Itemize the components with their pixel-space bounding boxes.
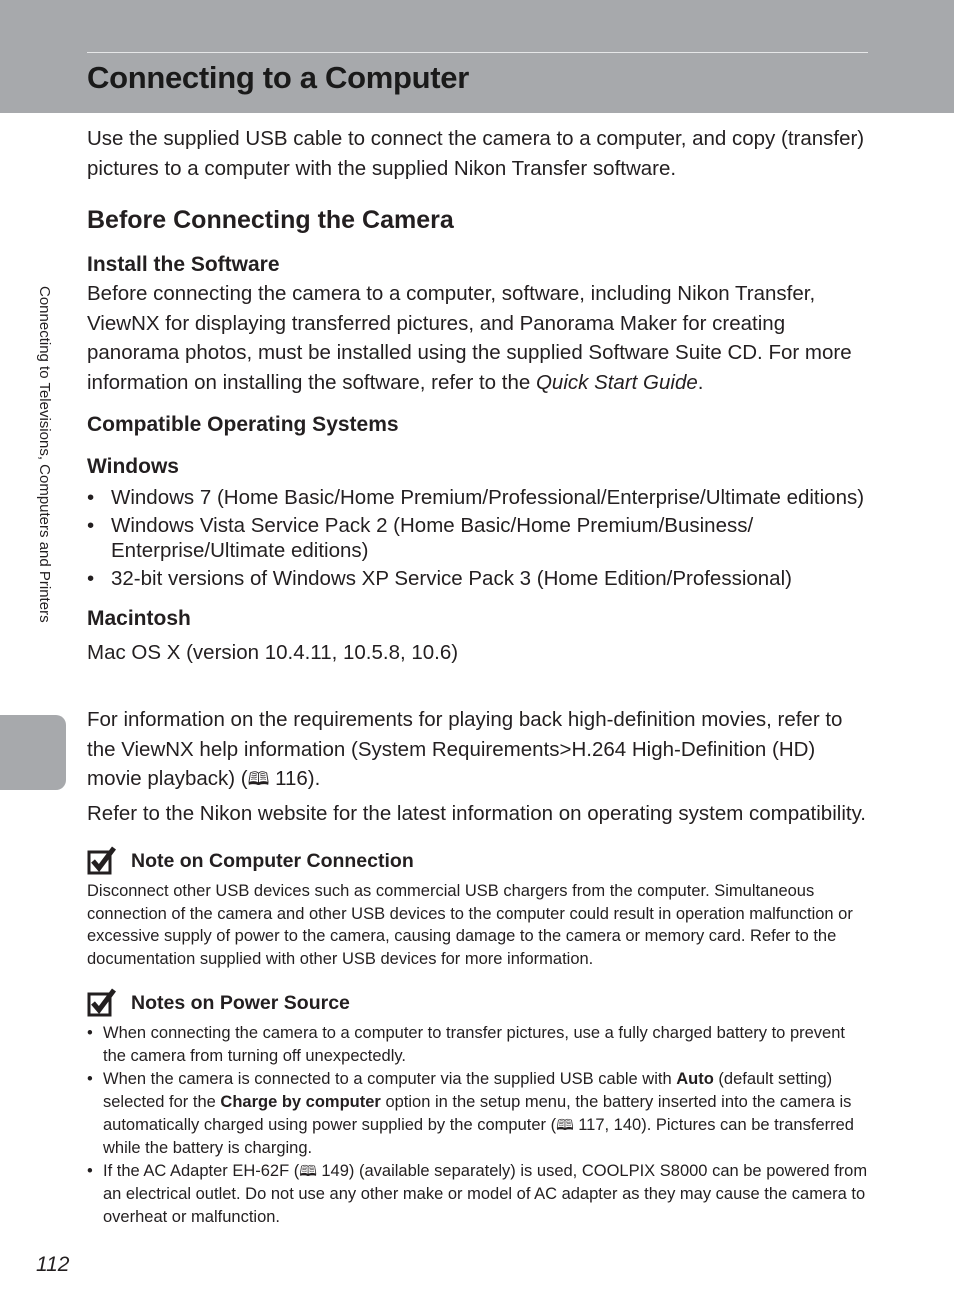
list-item-text: If the AC Adapter EH-62F ( xyxy=(103,1162,300,1181)
chapter-tab xyxy=(0,715,66,790)
list-item xyxy=(87,1160,868,1228)
page-number: 112 xyxy=(36,1253,70,1276)
bullet: • xyxy=(87,514,95,537)
list-item-text: When the camera is connected to a computer via the supplied USB cable with xyxy=(103,1070,677,1089)
book-icon: 🕮 xyxy=(247,769,270,790)
list-item xyxy=(87,485,868,510)
chapter-side-label: Connecting to Televisions, Computers and Printers xyxy=(36,286,53,623)
hd-text: For information on the requirements for playing back high-definition movies, refer to the ViewNX help information (System Requirements>H.264 High-Definition (HD) movie playback) ( xyxy=(87,708,843,790)
note-connection-text: Disconnect other USB devices such as commercial USB chargers from the computer. Simultaneous connection of the camera and other USB devices to the computer could result in operation malfunction or excessive supply of power to the camera, causing damage to the camera or memory card. Refer to the documentation supplied with other USB devices for more information. xyxy=(87,882,853,968)
install-heading: Install the Software xyxy=(87,253,280,276)
list-item-text: 149) (available separately) is used, COOLPIX S8000 can be powered from an electrical outlet. Do not use any other make or model of AC adapter as they may cause the camera to overheat or malfunction. xyxy=(103,1162,868,1226)
install-text: Before connecting the camera to a computer, software, including Nikon Transfer, ViewNX for displaying transferred pictures, and Panorama Maker for creating panorama photos, must be installed using the supplied Software Suite CD. For more information on installing the software, refer to the xyxy=(87,282,852,394)
compat-heading: Compatible Operating Systems xyxy=(87,413,399,436)
hd-page-ref: 116). xyxy=(269,767,321,790)
checkmark-note-icon xyxy=(87,846,117,876)
list-item-text: 117, 140). Pictures can be transferred while the battery is charging. xyxy=(103,1115,854,1157)
list-item xyxy=(87,513,868,563)
auto-setting-label: Auto xyxy=(676,1070,714,1089)
main-content xyxy=(87,124,868,1229)
section-title: Before Connecting the Camera xyxy=(87,206,454,234)
note-power-title: Notes on Power Source xyxy=(131,991,350,1014)
install-paragraph xyxy=(87,279,868,397)
bullet: • xyxy=(87,567,95,590)
nikon-website-paragraph: Refer to the Nikon website for the latest information on operating system compatibility. xyxy=(87,801,866,825)
header-rule xyxy=(87,52,868,53)
list-item-text: Windows 7 (Home Basic/Home Premium/Professional/Enterprise/Ultimate editions) xyxy=(111,486,865,509)
list-item xyxy=(87,1022,868,1067)
intro-paragraph: Use the supplied USB cable to connect the camera to a computer, and copy (transfer) pictures to a computer with the supplied Nikon Transfer software. xyxy=(87,127,865,180)
hd-movie-paragraph xyxy=(87,705,868,795)
bullet: • xyxy=(87,486,95,509)
checkmark-note-icon xyxy=(87,988,117,1018)
bullet: • xyxy=(87,1024,93,1042)
windows-heading: Windows xyxy=(87,455,179,478)
power-notes-list xyxy=(87,1022,868,1228)
list-item-text: When connecting the camera to a computer to transfer pictures, use a fully charged battery to prevent the camera from turning off unexpectedly. xyxy=(103,1024,845,1065)
list-item-text: 32-bit versions of Windows XP Service Pack 3 (Home Edition/Professional) xyxy=(111,567,792,590)
book-icon: 🕮 xyxy=(556,1115,574,1134)
list-item-text: Windows Vista Service Pack 2 (Home Basic/Home Premium/Business/ Enterprise/Ultimate editions) xyxy=(111,514,754,562)
charge-by-computer-label: Charge by computer xyxy=(220,1093,381,1112)
install-text-end: . xyxy=(697,370,704,394)
bullet: • xyxy=(87,1070,93,1089)
note-power-heading xyxy=(87,988,868,1018)
list-item xyxy=(87,566,868,591)
bullet: • xyxy=(87,1162,93,1181)
quick-start-guide-title: Quick Start Guide xyxy=(535,370,698,394)
list-item-text: option in the setup menu, the battery inserted into the camera is automatically charged using power supplied by the computer ( xyxy=(103,1093,852,1134)
macintosh-heading: Macintosh xyxy=(87,607,191,630)
page-title: Connecting to a Computer xyxy=(87,60,470,95)
note-connection-heading xyxy=(87,846,868,876)
note-connection-title: Note on Computer Connection xyxy=(131,849,414,872)
list-item xyxy=(87,1068,868,1159)
mac-os-text: Mac OS X (version 10.4.11, 10.5.8, 10.6) xyxy=(87,641,459,664)
windows-list xyxy=(87,485,868,591)
book-icon: 🕮 xyxy=(299,1162,317,1181)
list-item-text: (default setting) selected for the xyxy=(103,1070,833,1112)
header-band xyxy=(0,0,954,113)
